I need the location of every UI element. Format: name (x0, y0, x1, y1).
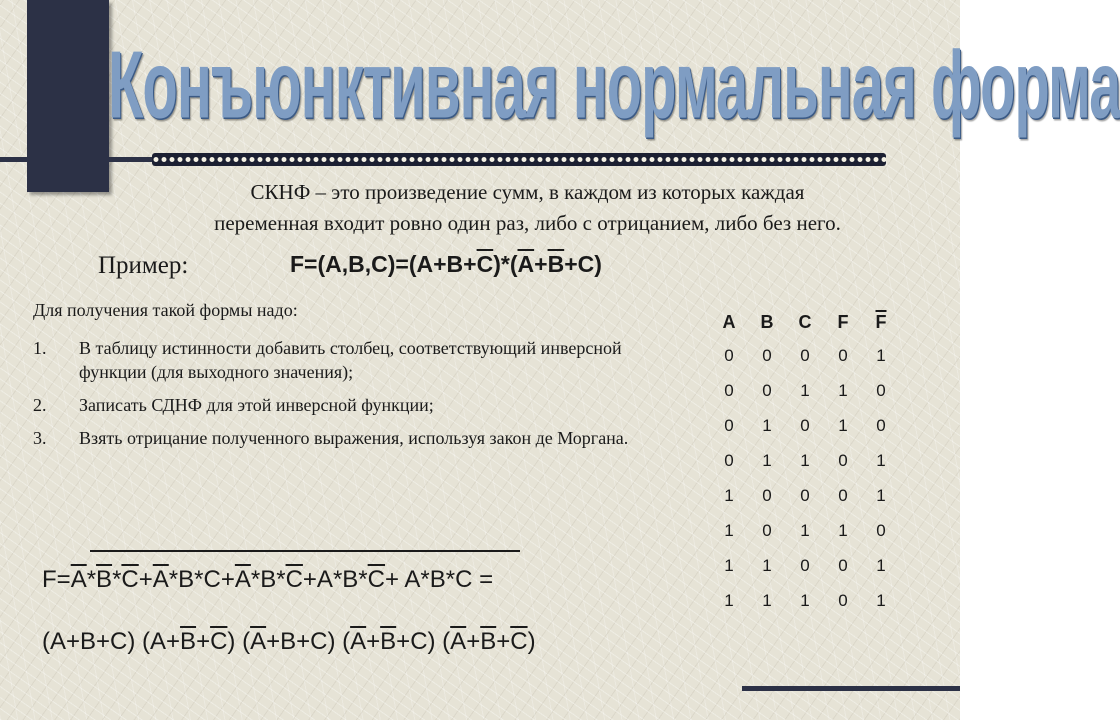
table-cell: 0 (838, 345, 848, 365)
formula-part: B (260, 566, 277, 593)
formula-part: + (366, 628, 381, 655)
formula-part: + (384, 566, 405, 593)
table-row (710, 548, 900, 583)
table-header-row (710, 312, 900, 338)
column-header: A (722, 312, 736, 332)
table-cell: 0 (800, 485, 810, 505)
negated-term: $\overline{B}$ (180, 628, 197, 655)
step-text: В таблицу истинности добавить столбец, соответствующий инверсной функции (для выходного значения); (79, 338, 622, 382)
formula-part: * (332, 566, 343, 593)
table-cell: 1 (762, 555, 772, 575)
formula-part: + (466, 628, 481, 655)
formula-part: + (220, 566, 235, 593)
formula-part: * (445, 566, 456, 593)
table-cell: 0 (800, 555, 810, 575)
instructions-intro: Для получения такой формы надо: (33, 300, 298, 320)
formula-part: * (86, 566, 97, 593)
table-cell: 1 (724, 590, 734, 610)
corner-block (27, 0, 109, 192)
table-cell: 1 (876, 450, 886, 470)
column-header: F (837, 312, 849, 332)
truth-table-container (710, 312, 900, 618)
formula-part: * (420, 566, 430, 593)
table-cell: 1 (800, 590, 810, 610)
table-cell: 0 (838, 450, 848, 470)
table-cell: 1 (876, 590, 886, 610)
table-cell: 1 (800, 450, 810, 470)
step-number: 2. (33, 395, 47, 415)
list-item (33, 426, 643, 450)
table-cell: 0 (762, 345, 772, 365)
negated-term: $\overline{B}$ (547, 251, 565, 277)
table-cell: 0 (724, 450, 734, 470)
table-row (710, 443, 900, 478)
formula-part: A (316, 566, 333, 593)
negated-term: $\overline{A}$ (152, 566, 169, 593)
negated-term: $\overline{A}$ (450, 628, 467, 655)
table-cell: 1 (876, 345, 886, 365)
table-cell: 0 (876, 380, 886, 400)
formula-part: + (196, 628, 211, 655)
formula-part: (A+B+C) (A+ (42, 628, 181, 655)
formula-part: = (472, 566, 494, 593)
table-row (710, 373, 900, 408)
negated-term: $\overline{A}$ (350, 628, 367, 655)
formula-part: F (42, 566, 57, 593)
example-label: Пример: (98, 252, 189, 279)
table-cell: 0 (762, 485, 772, 505)
step-text: Записать СДНФ для этой инверсной функции; (79, 395, 434, 415)
formula-part: )*( (493, 251, 518, 277)
formula-part: + (496, 628, 511, 655)
list-item (33, 393, 643, 417)
formula-part: B (178, 566, 195, 593)
formula-part: * (168, 566, 179, 593)
table-cell: 0 (838, 485, 848, 505)
table-cell: 1 (800, 520, 810, 540)
table-cell: 1 (876, 485, 886, 505)
formula-part: F=(A,B,C)=(A+B+ (290, 251, 477, 277)
formula-part: ) ( (227, 628, 251, 655)
table-cell: 0 (800, 345, 810, 365)
formula-part: ) (527, 628, 536, 655)
table-cell: 0 (762, 520, 772, 540)
definition-line: переменная входит ровно один раз, либо с отрицанием, либо без него. (214, 211, 841, 235)
table-cell: 0 (724, 415, 734, 435)
table-cell: 1 (724, 485, 734, 505)
table-row (710, 478, 900, 513)
step-text: Взять отрицание полученного выражения, используя закон де Моргана. (79, 428, 629, 448)
sknf-formula-line1 (42, 566, 493, 594)
table-cell: 1 (724, 555, 734, 575)
table-cell: 0 (876, 520, 886, 540)
negated-term: $\overline{A}$ (234, 566, 251, 593)
table-cell: 0 (762, 380, 772, 400)
table-cell: 0 (800, 415, 810, 435)
formula-part: = (56, 566, 71, 593)
negated-term: $\overline{B}$ (96, 566, 113, 593)
table-cell: 0 (724, 345, 734, 365)
formula-part: * (112, 566, 122, 593)
column-header: B (760, 312, 774, 332)
negated-term: $\overline{C}$ (121, 566, 139, 593)
table-cell: 1 (876, 555, 886, 575)
table-cell: 1 (724, 520, 734, 540)
table-cell: 1 (800, 380, 810, 400)
negated-term: $\overline{A}$ (517, 251, 535, 277)
formula-part: +B+C) ( (266, 628, 351, 655)
page-title: Конъюнктивная нормальная форма (108, 31, 1120, 139)
table-cell: 1 (838, 415, 848, 435)
steps-list (33, 336, 643, 450)
footer-rule (742, 686, 960, 691)
formula-part: * (276, 566, 286, 593)
formula-part: * (194, 566, 204, 593)
formula-part: + (138, 566, 153, 593)
formula-part: +C) (564, 251, 602, 277)
instructions (33, 298, 643, 459)
formula-part: C (455, 566, 473, 593)
header-rule-left (0, 157, 27, 162)
truth-table (710, 312, 900, 618)
formula-part: B (429, 566, 446, 593)
step-number: 1. (33, 338, 47, 358)
negated-term: $\overline{C}$ (510, 628, 528, 655)
table-cell: 1 (762, 415, 772, 435)
table-row (710, 338, 900, 373)
negated-term: $\overline{C}$ (285, 566, 303, 593)
table-row (710, 583, 900, 618)
formula-part: C (203, 566, 221, 593)
negated-term: $\overline{C}$ (476, 251, 494, 277)
formula-part: * (358, 566, 368, 593)
definition-text (80, 177, 975, 239)
formula-overbar (90, 550, 520, 552)
negated-term: $\overline{B}$ (480, 628, 497, 655)
table-row (710, 408, 900, 443)
column-header: C (798, 312, 812, 332)
table-cell: 1 (762, 590, 772, 610)
formula-part: +C) ( (396, 628, 451, 655)
formula-part: * (250, 566, 261, 593)
table-cell: 0 (724, 380, 734, 400)
table-cell: 1 (838, 520, 848, 540)
table-cell: 0 (838, 555, 848, 575)
table-cell: 0 (876, 415, 886, 435)
table-cell: 0 (838, 590, 848, 610)
table-row (710, 513, 900, 548)
negated-term: $\overline{B}$ (380, 628, 397, 655)
formula-part: A (404, 566, 421, 593)
example-formula (290, 251, 602, 278)
negated-term: $\overline{A}$ (70, 566, 87, 593)
sknf-formula-line2 (42, 628, 536, 656)
list-item (33, 336, 643, 384)
step-number: 3. (33, 428, 47, 448)
table-cell: 1 (838, 380, 848, 400)
negated-term: $\overline{A}$ (250, 628, 267, 655)
formula-part: B (342, 566, 359, 593)
negated-term: $\overline{C}$ (367, 566, 385, 593)
definition-line: СКНФ – это произведение сумм, в каждом из которых каждая (250, 180, 805, 204)
column-header: $\overline{F}$ (875, 312, 887, 332)
formula-part: + (302, 566, 317, 593)
table-body (710, 338, 900, 618)
negated-term: $\overline{C}$ (210, 628, 228, 655)
formula-part: + (534, 251, 548, 277)
table-cell: 1 (762, 450, 772, 470)
